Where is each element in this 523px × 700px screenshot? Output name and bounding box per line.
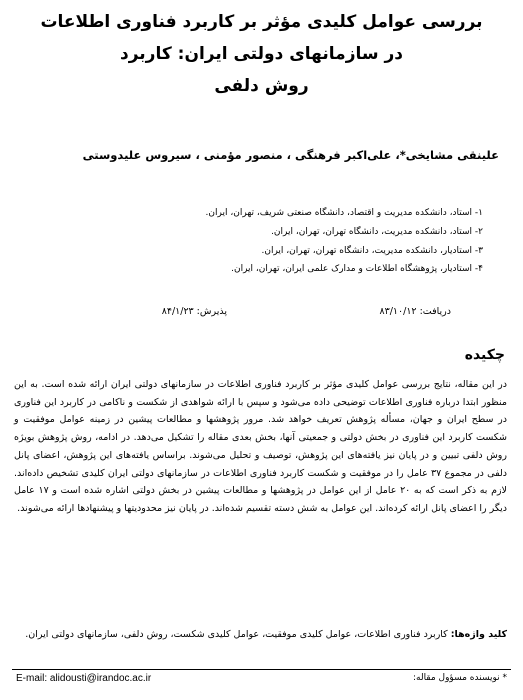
accepted-date: پذیرش: ۸۴/۱/۲۳	[161, 306, 227, 317]
author-list: علینقی مشایخی‎*‎، علی‌اکبر فرهنگی‎ ، منصور مؤمنی‎ ، سیروس علیدوستی	[82, 148, 499, 162]
affiliation-item: ۳- استادیار، دانشکده مدیریت، دانشگاه تهران، تهران، ایران.	[261, 245, 483, 256]
title-line-2: در سازمانهای دولتی ایران: کاربرد	[119, 44, 404, 64]
keywords-text: کاربرد فناوری اطلاعات، عوامل کلیدی موفقیت، عوامل کلیدی شکست، روش دلفی، سازمانهای دولتی ایران.	[25, 629, 451, 640]
received-date: دریافت: ۸۳/۱۰/۱۲	[379, 306, 451, 317]
keywords-line	[18, 626, 507, 644]
affiliation-item: ۲- استاد، دانشکده مدیریت، دانشگاه تهران، تهران، ایران.	[271, 226, 483, 237]
author-email: E-mail: alidousti@irandoc.ac.ir	[16, 673, 152, 684]
abstract-heading: چکیده	[464, 347, 505, 363]
abstract-body: در این مقاله، نتایج بررسی عوامل کلیدی مؤثر بر کاربرد فناوری اطلاعات در سازمانهای دولتی ایران ارائه شده است. به این منظور ابتدا درباره فناوری اطلاعات توضیحی داده می‌شود و سپس با ارائه شواهدی از شکست و ناکامی در کاربرد این فناوری در سطح ایران و جهان، مسأله پژوهش تعریف خواهد شد. مرور پژوهشها و مطالعات پیشین در زمینه عوامل موفقیت و شکست کاربرد این فناوری در بخش دولتی و جمعیتی آنها، بخش بعدی مقاله را تشکیل می‌دهد. در ادامه، روش پژوهش بویژه روش دلفی تبیین و در پایان نیز یافته‌های این پژوهش، توصیف و تحلیل می‌شوند. براساس یافته‌های این پژوهش، اعضای پانل دلفی در مجموع ۳۷ عامل را در موفقیت و شکست کاربرد فناوری اطلاعات در سازمانهای دولتی ایران کلیدی تشخیص داده‌اند. لازم به ذکر است که به ۲۰ عامل از این عوامل در پژوهشها و مطالعات پیشین در بخش دولتی اشاره شده است و ۱۷ عامل دیگر را اعضای پانل ارائه کرده‌اند. این عوامل به شش دسته تقسیم شده‌اند. در پایان نیز محدودیتها و پیشنهادها ارائه می‌شوند.	[14, 379, 508, 514]
paper-title	[10, 6, 513, 102]
keywords-label: کلید واژه‌ها:	[450, 629, 507, 640]
affiliation-item: ۱- استاد، دانشکده مدیریت و اقتصاد، دانشگاه صنعتی شریف، تهران، ایران.	[205, 208, 483, 218]
affiliation-list	[20, 204, 483, 279]
corresponding-author-note: * نویسنده مسؤول مقاله:	[412, 673, 507, 683]
affiliation-item: ۴- استادیار، پژوهشگاه اطلاعات و مدارک علمی ایران، تهران، ایران.	[231, 264, 483, 275]
footnote-divider	[12, 669, 511, 670]
title-line-3: روش دلفی	[214, 76, 309, 96]
title-line-1: بررسی عوامل کلیدی مؤثر بر کاربرد فناوری اطلاعات	[40, 12, 483, 32]
